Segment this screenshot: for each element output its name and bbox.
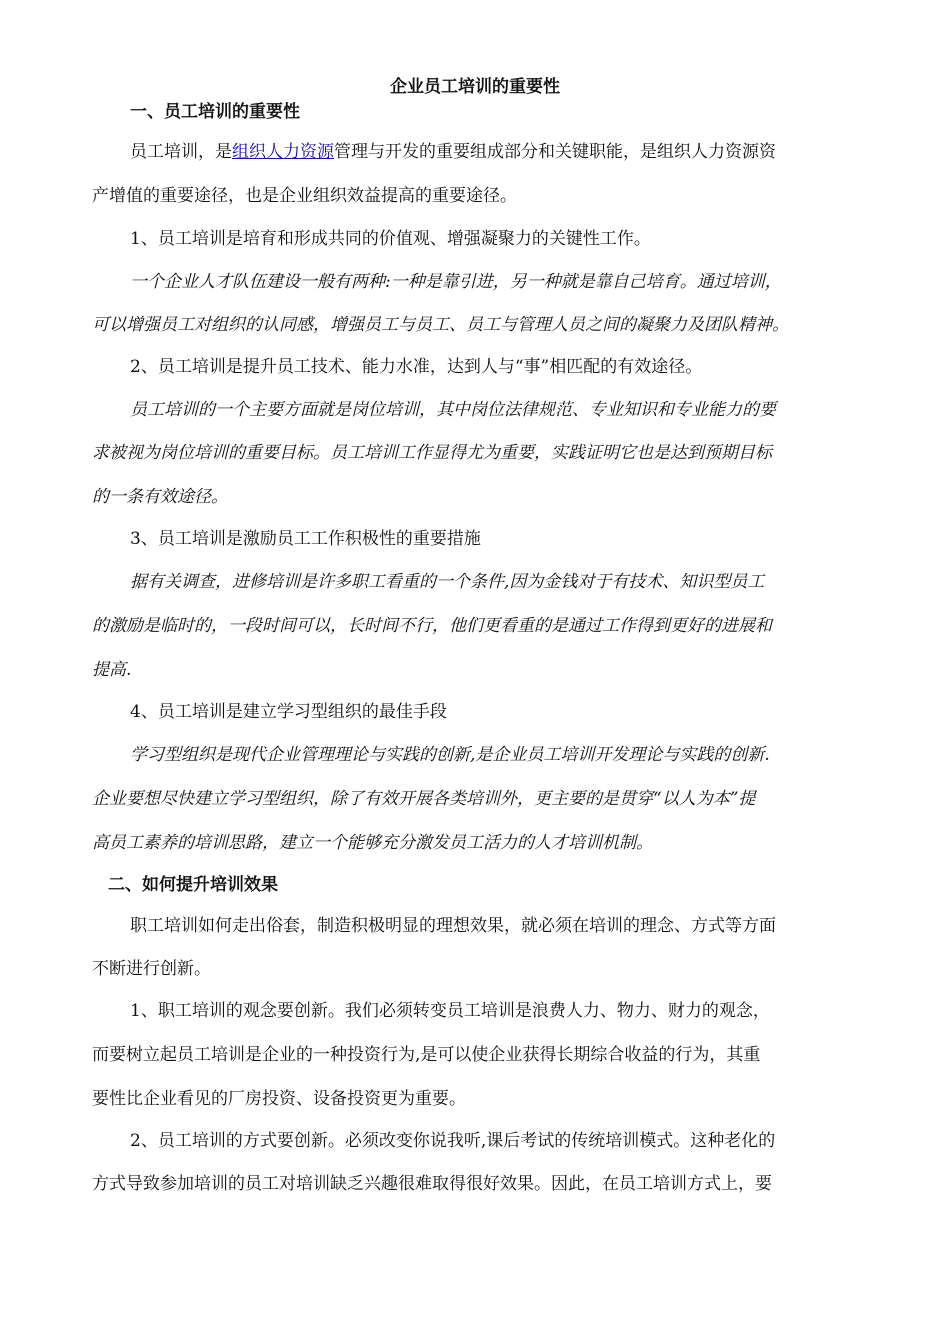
- point-4-detail-line: 学习型组织是现代企业管理理论与实践的创新,是企业员工培训开发理论与实践的创新.: [130, 745, 770, 765]
- section-2-point-1-line: 1、职工培训的观念要创新。我们必须转变员工培训是浪费人力、物力、财力的观念，: [130, 1001, 770, 1021]
- point-2-detail-line: 的一条有效途径。: [92, 487, 228, 507]
- document-title: 企业员工培训的重要性: [390, 77, 560, 97]
- point-1-detail-line: 一个企业人才队伍建设一般有两种:一种是靠引进，另一种就是靠自己培育。通过培训，: [130, 272, 782, 292]
- section-2-point-1-line: 要性比企业看见的厂房投资、设备投资更为重要。: [92, 1089, 466, 1109]
- section-2-intro-line: 职工培训如何走出俗套，制造积极明显的理想效果，就必须在培训的理念、方式等方面: [130, 916, 776, 936]
- point-1-label: 1、员工培训是培育和形成共同的价值观、增强凝聚力的关键性工作。: [130, 229, 651, 249]
- point-2-label: 2、员工培训是提升员工技术、能力水准，达到人与“事”相匹配的有效途径。: [130, 357, 703, 377]
- point-3-label: 3、员工培训是激励员工工作积极性的重要措施: [130, 529, 481, 549]
- section-2-point-2-line: 2、员工培训的方式要创新。必须改变你说我听,课后考试的传统培训模式。这种老化的: [130, 1131, 776, 1151]
- point-4-label: 4、员工培训是建立学习型组织的最佳手段: [130, 702, 447, 722]
- section-2-point-1-line: 而要树立起员工培训是企业的一种投资行为,是可以使企业获得长期综合收益的行为，其重: [92, 1045, 761, 1065]
- section-2-point-2-line: 方式导致参加培训的员工对培训缺乏兴趣很难取得很好效果。因此，在员工培训方式上，要: [92, 1174, 772, 1194]
- intro-text-after-link: 管理与开发的重要组成部分和关键职能，是组织人力资源资: [334, 142, 776, 162]
- point-4-detail-line: 企业要想尽快建立学习型组织，除了有效开展各类培训外，更主要的是贯穿“以人为本”提: [92, 789, 756, 809]
- section-1-intro-line-2: 产增值的重要途径，也是企业组织效益提高的重要途径。: [92, 186, 517, 206]
- section-2-heading: 二、如何提升培训效果: [108, 875, 278, 895]
- section-2-intro-line: 不断进行创新。: [92, 959, 211, 979]
- point-4-detail-line: 高员工素养的培训思路，建立一个能够充分激发员工活力的人才培训机制。: [92, 833, 653, 853]
- point-3-detail-line: 提高.: [92, 660, 132, 680]
- point-1-detail-line: 可以增强员工对组织的认同感，增强员工与员工、员工与管理人员之间的凝聚力及团队精神。: [92, 315, 789, 335]
- point-3-detail-line: 的激励是临时的，一段时间可以，长时间不行，他们更看重的是通过工作得到更好的进展和: [92, 616, 772, 636]
- intro-text-before-link: 员工培训，是: [130, 142, 232, 162]
- point-2-detail-line: 求被视为岗位培训的重要目标。员工培训工作显得尤为重要，实践证明它也是达到预期目标: [92, 443, 772, 463]
- point-3-detail-line: 据有关调查，进修培训是许多职工看重的一个条件,因为金钱对于有技术、知识型员工: [130, 572, 765, 592]
- section-1-heading: 一、员工培训的重要性: [130, 102, 300, 122]
- section-1-intro-line-1: [130, 138, 872, 166]
- point-2-detail-line: 员工培训的一个主要方面就是岗位培训，其中岗位法律规范、专业知识和专业能力的要: [130, 400, 776, 420]
- hr-organization-link[interactable]: 组织人力资源: [232, 142, 334, 162]
